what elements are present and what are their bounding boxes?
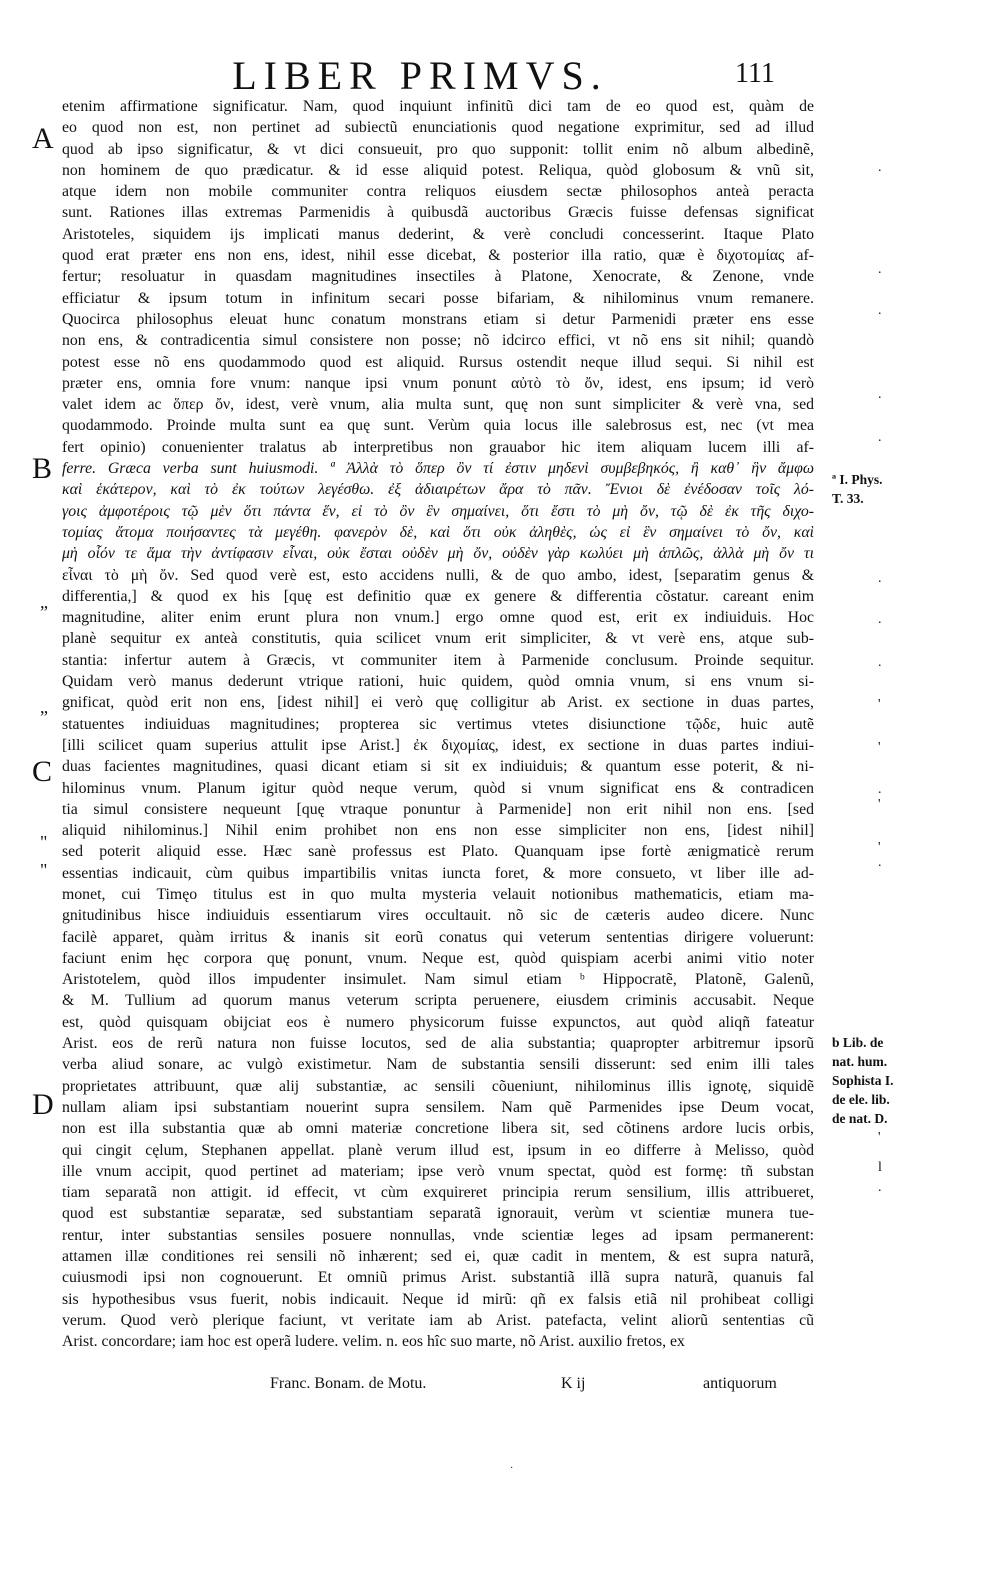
text-line: Arist. eos de rerũ natura non fuisse locutos, sed de alia substantia; quapropter arbitremur ipsorũ <box>62 1035 814 1053</box>
text-line: duas facientes magnitudines, quasi dicant etiam si sit ex indiuiduis; & quantum esse poterit, & ni- <box>62 758 814 776</box>
text-line: non est illa substantia quæ ab omni materiæ concretione libera sit, sed cõtinens ardore lucis orbis, <box>62 1120 814 1138</box>
text-line: sed poterit aliquid esse. Hæc sanè professus est Plato. Quanquam ipse fortè ænigmaticè rerum <box>62 843 814 861</box>
text-line: est, quòd quisquam obijciat eos è numero physicorum fuisse expunctos, aut quòd aliqñ fateatur <box>62 1013 814 1031</box>
text-line: tiam separatã non attigit. id effecit, vt cùm exquireret principia rerum sensilium, illis attribueret, <box>62 1184 814 1202</box>
text-line: gnitudinibus hisce indiuiduis essentiarum vires occultauit. nõ sic de cæteris audeo dicere. Nunc <box>62 907 814 925</box>
text-line: εἶναι τὸ μὴ ὄν. Sed quod verè est, esto accidens nulli, & de quo ambo, idest, [separatim genus & <box>62 566 814 584</box>
text-line: differentia,] & quod ex his [quę est definitio quæ ex genere & differentia cõstatur. careant enim <box>62 587 814 605</box>
text-line: quod est substantiæ separatæ, sed substantiam separatã ignorauit, verùm vt scientiæ munera tue- <box>62 1205 814 1223</box>
text-line: & M. Tullium ad quorum manus veterum scripta peruenere, eiusdem criminis accusabit. Neque <box>62 992 814 1010</box>
text-line: cuiusmodi ipsi non cognouerunt. Et omniũ primus Arist. substantiã illã supra naturã, quanuis fal <box>62 1269 814 1287</box>
greek-text-line: γοις ἀμφοτέροις τῷ μὲν ὅτι πάντα ἕν, εἰ τὸ ὂν ἓν σημαίνει, ὅτι ἔστι τὸ μὴ ὄν, τῷ δὲ ἐκ τῆς διχο- <box>62 502 814 520</box>
text-line: sunt. Rationes illas extremas Parmenidis à quibusdã auctoribus Græcis fuisse defensas significat <box>62 204 814 222</box>
text-line: fertur; resoluatur in quasdam magnitudines insectiles à Platone, Xenocrate, & Zenone, vnde <box>62 268 814 286</box>
greek-text-line: τομίας ἄτομα ποιήσαντες τὰ μεγέθη. φανερὸν δὲ, καὶ ὅτι οὐκ ἀληθὲς, ὡς εἰ ἓν σημαίνει τὸ ὄν, καὶ <box>62 523 814 541</box>
text-line: eo quod non est, non pertinet ad subiectũ enunciationis quod negatione exprimitur, sed ad illud <box>62 119 814 137</box>
text-line: planè sequitur ex anteà constitutis, quia scilicet vnum erit simpliciter, & vt verè ens, atque sub- <box>62 630 814 648</box>
text-line: faciunt enim hęc corpora quę ponunt, vnum. Neque est, quòd quispiam acerbi animi vitio noter <box>62 949 814 967</box>
margin-note-line: T. 33. <box>832 491 864 506</box>
text-line: magnitudine, aliter enim erunt plura non vnum.] ergo omne quod est, erit ex indiuiduis. Hoc <box>62 609 814 627</box>
margin-mark: ' <box>878 697 881 712</box>
text-line: Quocirca philosophus eleuat hunc conatum monstrans etiam si detur Parmenidi præter ens esse <box>62 310 814 328</box>
margin-mark: . <box>878 160 882 175</box>
text-line: ille vnum accipit, quod pertinet ad materiam; ipse verò vnum spectat, quòd est formę: tñ substan <box>62 1162 814 1180</box>
margin-note-line: ª I. Phys. <box>832 472 883 487</box>
text-line: attamen illæ conditiones rei sensili nõ inhærent; sed ei, quæ cadit in mentem, & est supra naturã, <box>62 1248 814 1266</box>
margin-note-line: b Lib. de <box>832 1035 884 1050</box>
section-letter-c: C <box>32 755 53 788</box>
text-line: essentias indicauit, cùm quibus impartibilis vnitas iuncta foret, & more consueto, vt liber ille ad- <box>62 864 814 882</box>
margin-mark: . <box>878 655 882 670</box>
footer-short-title: Franc. Bonam. de Motu. <box>270 1375 427 1392</box>
text-line: proprietates attribuunt, quæ alij substantiæ, ac sensili cõueniunt, nihilominus illis ignotę, siquidẽ <box>62 1077 814 1095</box>
text-line: rentur, inter substantias sensiles posuere nonnullas, vnde scientiæ leges ad ipsam permanerent: <box>62 1226 814 1244</box>
text-line: etenim affirmatione significatur. Nam, quod inquiunt infinitũ dici tam de eo quod est, quàm de <box>62 98 814 115</box>
quote-mark: „ <box>40 697 48 717</box>
catchword: antiquorum <box>703 1375 777 1392</box>
text-line: atque idem non mobile communiter contra reliquos eiusdem sectæ philosophos anteà peracta <box>62 183 814 201</box>
greek-text-line: μὴ οἷόν τε ἅμα τὴν ἀντίφασιν εἶναι, οὐκ ἔσται οὐδὲν μὴ ὄν, οὐδὲν γὰρ κωλύει μὴ ἁπλῶς, ἀλλὰ μὴ ὄν τι <box>62 545 814 563</box>
margin-mark: . <box>878 855 882 870</box>
text-line: quodammodo. Proinde multa sunt ea quę sunt. Verùm quia locus ille salebrosus est, nec (vt mea <box>62 417 814 435</box>
text-line: fert opinio) conuenienter tralatus ab interpretibus non grauabor hic item aliquam lucem illi af- <box>62 438 814 456</box>
margin-mark: . <box>878 262 882 277</box>
margin-mark: ' <box>878 840 881 855</box>
margin-mark: . <box>878 571 882 586</box>
margin-mark: ' <box>878 797 881 812</box>
text-line: præter ens, omnia fore vnum: nanque ipsi vnum ponunt αὐτὸ τὸ ὄν, idest, ens ipsum; id verò <box>62 374 814 392</box>
margin-note-line: de ele. lib. <box>832 1092 890 1107</box>
text-line: nullam aliam ipsi substantiam nouerint supra sensilem. Nam quẽ Parmenides ipse Deum vocat, <box>62 1098 814 1116</box>
margin-note-b <box>832 1033 982 1128</box>
quote-mark: " <box>40 860 48 880</box>
text-line: verum. Quod verò plerique faciunt, vt veritate iam ab Arist. patefacta, velint aliorũ sententias cũ <box>62 1311 814 1329</box>
text-line: non hominem de quo prædicatur. & id esse aliquid potest. Reliqua, quòd globosum & vnũ sit, <box>62 161 814 179</box>
text-line: aliquid nihilominus.] Nihil enim prohibet non ens non esse simpliciter non ens, [idest nihil] <box>62 822 814 840</box>
margin-mark: . <box>878 1180 882 1195</box>
text-line: Aristoteles, siquidem ijs implicati manus dederint, & verè concludi concesserint. Itaque Plato <box>62 225 814 243</box>
text-line: stantia: infertur autem à Græcis, vt communiter item à Parmenide conclusum. Proinde sequitur. <box>62 651 814 669</box>
margin-mark: . <box>878 782 882 797</box>
text-line: Arist. concordare; iam hoc est operã ludere. velim. n. eos hîc suo marte, nõ Arist. auxilio fretos, ex <box>62 1333 685 1351</box>
text-line: hilominus vnum. Planum igitur quòd neque verum, quòd si vnum significat ens & contradicen <box>62 779 814 797</box>
text-line: facilè apparet, quàm irritus & inanis sit eorũ conatus qui veterum sententias dirigere voluerunt: <box>62 928 814 946</box>
margin-mark: ' <box>878 1130 881 1145</box>
signature-mark: K ij <box>561 1375 586 1392</box>
text-line: gnificat, quòd erit non ens, [idest nihil] ei verò quę colligitur ab Arist. ex sectione in duas partes, <box>62 694 814 712</box>
margin-mark: . <box>878 430 882 445</box>
text-line: monet, cui Timęo titulus est in quo multa mysteria velauit notionibus mathematicis, etiam ma- <box>62 885 814 903</box>
quote-mark: " <box>40 832 48 852</box>
margin-note-line: de nat. D. <box>832 1111 888 1126</box>
text-line: quod erat præter ens non ens, idest, nihil esse dicebat, & posterior illa ratio, quæ è διχοτομίας af- <box>62 247 814 265</box>
text-line: non ens, & contradicentia simul consistere non posse; nõ idcirco effici, vt nõ ens sit nihil; quandò <box>62 332 814 350</box>
margin-mark: . <box>878 612 882 627</box>
margin-note-a <box>832 470 982 508</box>
margin-mark: ' <box>878 740 881 755</box>
bottom-mark: · <box>510 1463 514 1474</box>
margin-note-line: Sophista I. <box>832 1073 894 1088</box>
text-line: quod ab ipso significatur, & vt dici consueuit, pro quo supponit: tollit enim nõ album albedinẽ, <box>62 140 814 158</box>
text-line: efficiatur & ipsum totum in infinitum secari posse bifariam, & nihilominus vnum remanere. <box>62 289 814 307</box>
text-line: Quidam verò manus dederunt vtrique rationi, huic quidem, quòd omnia vnum, si ens vnum si- <box>62 673 814 691</box>
text-line: Aristotelem, quòd illos impudenter insimulet. Nam simul etiam ᵇ Hippocratẽ, Platonẽ, Galenũ, <box>62 971 814 989</box>
margin-mark: . <box>878 303 882 318</box>
text-line: verba aliud sonare, ac vulgò existimetur. Nam de substantia sensili disserunt: sed enim illi tales <box>62 1056 814 1074</box>
margin-note-line: nat. hum. <box>832 1054 888 1069</box>
text-line: statuentes indiuiduas magnitudines; propterea sic vertimus vtetes disiunctione τῷδε, huic autẽ <box>62 715 814 733</box>
text-line: [illi scilicet quam superius attulit ipse Arist.] ἐκ διχομίας, idest, ex sectione in duas partes indiui- <box>62 736 814 754</box>
greek-text-line: ferre. Græca verba sunt huiusmodi. ª Ἀλλὰ τὸ ὅπερ ὂν τί ἐστιν μηδενὶ συμβεβηκός, ἢ καθ᾽ ἣν ἄμφω <box>62 460 814 478</box>
margin-mark: . <box>878 387 882 402</box>
text-line: potest esse nõ ens quodammodo quod est aliquid. Rursus ostendit neque illud sequi. Si nihil est <box>62 353 814 371</box>
text-line: valet idem ac ὅπερ ὄν, idest, verè vnum, alia multa sunt, quę non sunt simpliciter & verè vna, sed <box>62 396 814 414</box>
text-line: tia simul consistere nequeunt [quę vtraque ponuntur à Parmenide] non erit nihil non ens. [sed <box>62 800 814 818</box>
text-line: sis hypothesibus vsus fuerit, nobis indicauit. Neque id mirũ: qñ ex falsis etiã nil prohibeat colligi <box>62 1290 814 1308</box>
text-line: qui cingit cęlum, Stephanen appellat. planè verum illud est, ipsum in eo differre à Melisso, quòd <box>62 1141 814 1159</box>
section-letter-a: A <box>32 122 54 155</box>
section-letter-d: D <box>32 1088 54 1121</box>
margin-mark: l <box>878 1160 882 1175</box>
quote-mark: „ <box>40 592 48 612</box>
running-title: LIBER PRIMVS. <box>232 53 608 98</box>
section-letter-b: B <box>32 452 53 485</box>
page-number: 111 <box>735 58 775 89</box>
main-text <box>62 96 814 1353</box>
greek-text-line: καὶ ἑκάτερον, καὶ τὸ ἐκ τούτων λεγέσθω. ἐξ ἀδιαιρέτων ἄρα τὸ πᾶν. Ἔνιοι δὲ ἐνέδοσαν τοῖς λό- <box>62 481 814 499</box>
